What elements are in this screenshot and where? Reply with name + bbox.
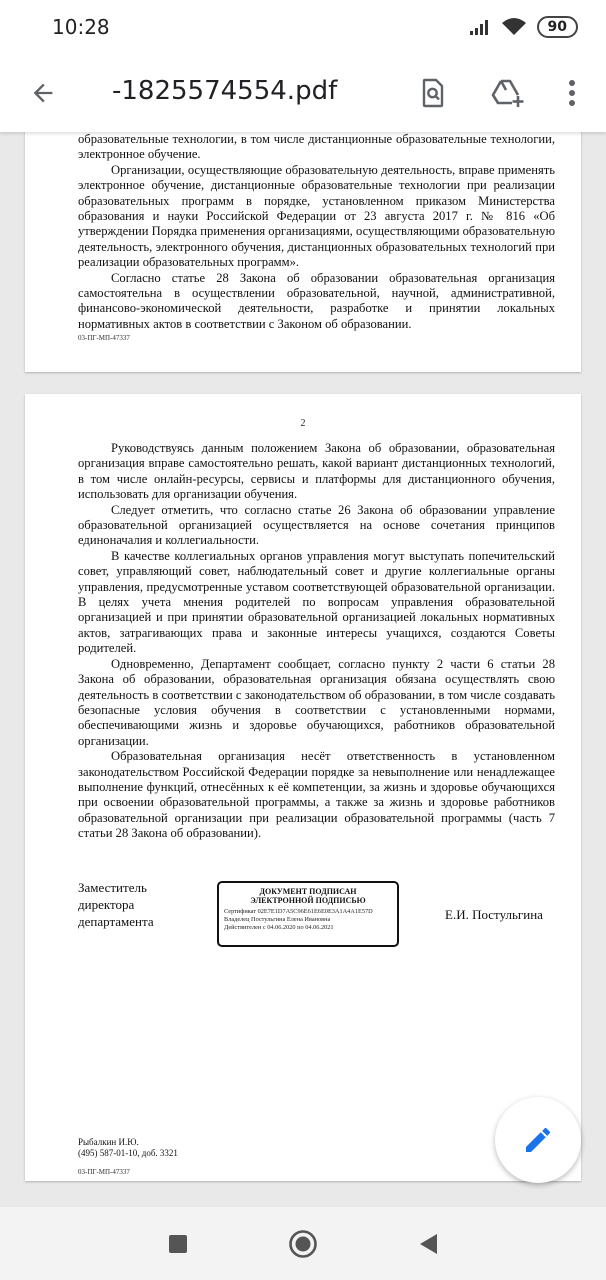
more-options-button[interactable] xyxy=(551,72,593,114)
status-bar xyxy=(0,0,606,54)
stamp-owner: Владелец Постульгина Елена Ивановна xyxy=(224,916,331,923)
edit-fab-button[interactable] xyxy=(495,1097,581,1183)
document-title: -1825574554.pdf xyxy=(112,76,338,106)
arrow-back-icon xyxy=(29,79,57,107)
signer-name: Е.И. Постульгина xyxy=(445,907,543,922)
add-to-drive-button[interactable] xyxy=(487,72,529,114)
page-number: 2 xyxy=(300,418,306,429)
page1-paragraph: Организации, осуществляющие образовательную деятельность, вправе применять электронное обучение, дистанционные образовательные технологии при реализации образовательных программ в порядке, установленном приказом Министерства образования и науки Российской Федерации от 23 августа 2017 г. № 816 «Об утверждении Порядка применения организациями, осуществляющими образовательную деятельность, электронного обучения, дистанционных образовательных технологий при реализации образовательных программ». xyxy=(78,162,555,270)
find-in-document-button[interactable] xyxy=(412,72,454,114)
page1-body xyxy=(78,132,555,332)
page2-paragraph: Образовательная организация несёт ответственность в установленном законодательством Российской Федерации порядке за невыполнение или ненадлежащее выполнение функций, отнесённых к её компетенции, за жизнь и здоровье обучающихся при освоении образовательной программы, а также за жизнь и здоровье работников образовательной организации при реализации образовательной программы (часть 7 статьи 28 Закона об образовании). xyxy=(78,749,555,841)
document-search-icon xyxy=(419,78,447,108)
electronic-signature-stamp xyxy=(217,881,399,947)
page2-paragraph: Следует отметить, что согласно статье 26 Закона об образовании управление образовательной организацией осуществляется на основе сочетания принципов единоначалия и коллегиальности. xyxy=(78,502,555,548)
executor-name: Рыбалкин И.Ю. xyxy=(78,1137,139,1147)
page1-paragraph: Согласно статье 28 Закона об образовании образовательная организация самостоятельна в осуществлении образовательной, научной, административной, финансово-экономической деятельности, разработке и принятии локальных нормативных актов в соответствии с Законом об образовании. xyxy=(78,270,555,331)
page2-paragraph: В качестве коллегиальных органов управления могут выступать попечительский совет, управляющий совет, наблюдательный совет и другие коллегиальные органы управления, предусмотренные уставом соответствующей образовательной организации. В целях учета мнения родителей по вопросам управления образовательной организацией и при принятии образовательной организацией локальных нормативных актов, затрагивающих права и законные интересы учащихся, создаются Советы родителей. xyxy=(78,548,555,656)
square-icon xyxy=(168,1234,188,1254)
status-icons xyxy=(469,14,578,40)
edit-pencil-icon xyxy=(522,1124,554,1156)
executor-info xyxy=(78,1137,178,1159)
page1-paragraph: образовательные технологии, в том числе дистанционные образовательные технологии, электронное обучение. xyxy=(78,132,555,162)
pdf-page-1 xyxy=(25,132,581,372)
signer-position-line: директора xyxy=(78,897,135,912)
more-vert-icon xyxy=(567,79,577,107)
back-nav-button[interactable] xyxy=(413,1229,443,1259)
signer-position xyxy=(78,879,154,930)
system-navigation-bar xyxy=(0,1207,606,1280)
signer-position-line: департамента xyxy=(78,914,154,929)
document-code: 03-ПГ-МП-47337 xyxy=(78,1168,130,1176)
stamp-certificate: Сертификат 02E7E1D7A5C96E61E6E0E3A1A4A1E57D xyxy=(224,908,373,915)
triangle-back-icon xyxy=(417,1232,439,1256)
add-to-drive-icon xyxy=(491,78,525,108)
stamp-title-line: ДОКУМЕНТ ПОДПИСАН xyxy=(259,887,357,896)
page2-body xyxy=(78,441,555,842)
page2-paragraph: Одновременно, Департамент сообщает, согласно пункту 2 части 6 статьи 28 Закона об образовании, образовательная организация обязана осуществлять свою деятельность в соответствии с законодательством об образовании, в том числе создавать безопасные условия обучения в соответствии с установленными нормами, обеспечивающими жизнь и здоровье обучающихся, работников образовательной организации. xyxy=(78,656,555,748)
executor-phone: (495) 587-01-10, доб. 3321 xyxy=(78,1148,178,1158)
document-code: 03-ПГ-МП-47337 xyxy=(78,334,130,342)
signal-icon xyxy=(469,18,491,36)
signer-position-line: Заместитель xyxy=(78,880,147,895)
back-button[interactable] xyxy=(22,72,64,114)
page2-paragraph: Руководствуясь данным положением Закона об образовании, образовательная организация вправе самостоятельно решать, какой вариант дистанционных технологий, в том числе онлайн-ресурсы, сервисы и платформы для дистанционного обучения, использовать для организации обучения. xyxy=(78,441,555,502)
home-circle-icon xyxy=(288,1229,318,1259)
app-bar xyxy=(0,54,606,132)
wifi-icon xyxy=(501,17,527,37)
pdf-page-2 xyxy=(25,394,581,1181)
home-button[interactable] xyxy=(288,1229,318,1259)
stamp-validity: Действителен с 04.06.2020 по 04.06.2021 xyxy=(224,924,334,931)
stamp-title-line: ЭЛЕКТРОННОЙ ПОДПИСЬЮ xyxy=(250,896,366,905)
status-time: 10:28 xyxy=(52,15,110,39)
recent-apps-button[interactable] xyxy=(163,1229,193,1259)
pdf-viewer[interactable] xyxy=(0,132,606,1207)
battery-indicator: 90 xyxy=(537,16,578,38)
